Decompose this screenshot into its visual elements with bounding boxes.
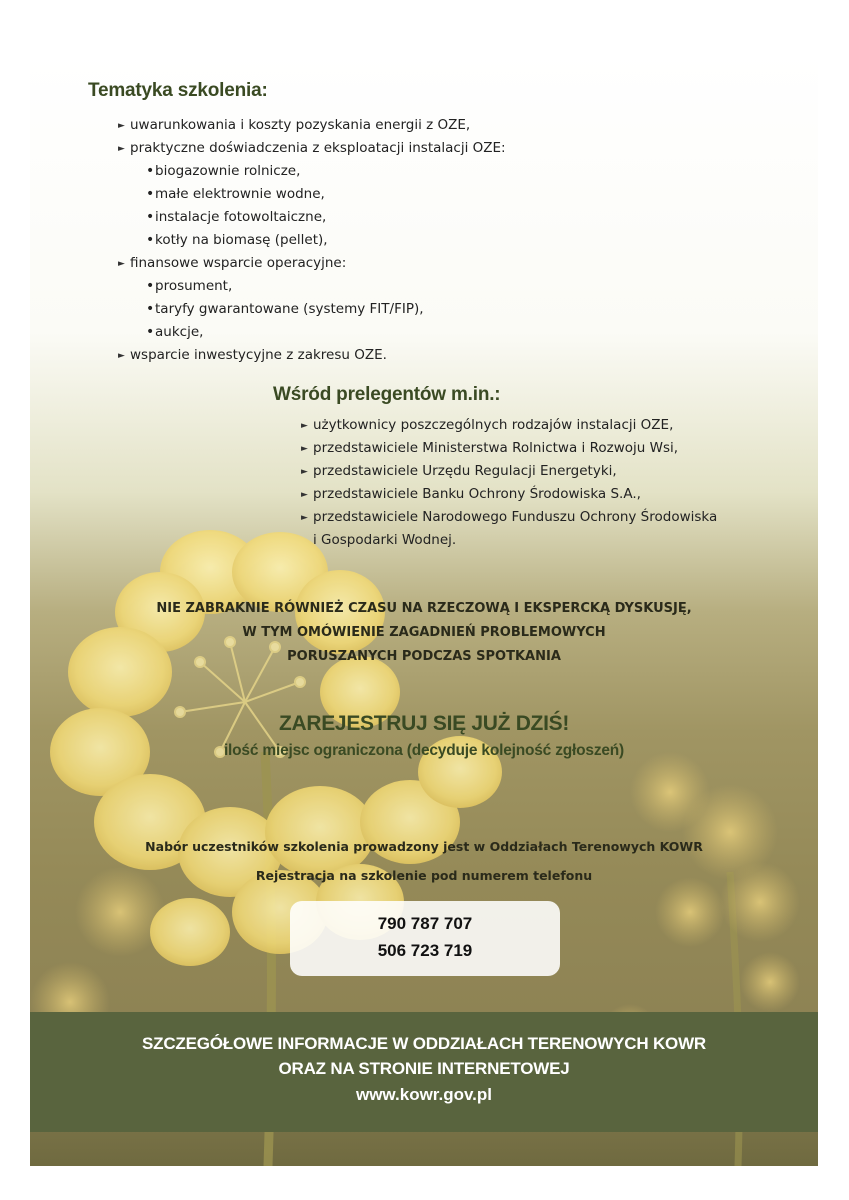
list-item-text: przedstawiciele Urzędu Regulacji Energetyki, [313, 463, 617, 479]
dot-bullet-icon: • [146, 232, 155, 248]
list-item-text: kotły na biomasę (pellet), [155, 232, 328, 248]
phone-number[interactable]: 506 723 719 [377, 941, 473, 960]
recruitment-line: Nabór uczestników szkolenia prowadzony jest w Oddziałach Terenowych KOWR [145, 839, 703, 854]
topics-list [118, 114, 506, 367]
list-item [118, 275, 506, 298]
register-headline: ZAREJESTRUJ SIĘ JUŻ DZIŚ! [278, 712, 570, 735]
dot-bullet-icon: • [146, 209, 155, 225]
triangle-bullet-icon: ► [301, 467, 308, 477]
list-item [118, 160, 506, 183]
dot-bullet-icon: • [146, 324, 155, 340]
list-item [118, 344, 506, 367]
list-item [301, 529, 717, 552]
discussion-line: NIE ZABRAKNIE RÓWNIEŻ CZASU NA RZECZOWĄ I EKSPERCKĄ DYSKUSJĘ, [156, 601, 692, 616]
discussion-notice [30, 597, 818, 669]
list-item-text: przedstawiciele Ministerstwa Rolnictwa i Rozwoju Wsi, [313, 440, 679, 456]
list-item [301, 460, 717, 483]
discussion-line: PORUSZANYCH PODCZAS SPOTKANIA [287, 649, 561, 664]
triangle-bullet-icon: ► [118, 351, 125, 361]
list-item-text: przedstawiciele Narodowego Funduszu Ochrony Środowiska [313, 509, 718, 525]
list-item-text: instalacje fotowoltaiczne, [155, 209, 327, 225]
website-link[interactable]: www.kowr.gov.pl [355, 1085, 493, 1104]
list-item [301, 483, 717, 506]
triangle-bullet-icon: ► [118, 121, 125, 131]
triangle-bullet-icon: ► [301, 444, 308, 454]
list-item [301, 506, 717, 529]
list-item [118, 252, 506, 275]
speakers-list [301, 414, 717, 552]
triangle-bullet-icon: ► [301, 421, 308, 431]
dot-bullet-icon: • [146, 301, 155, 317]
triangle-bullet-icon: ► [301, 513, 308, 523]
list-item-text: przedstawiciele Banku Ochrony Środowiska S.A., [313, 486, 641, 502]
poster [30, 52, 818, 1166]
list-item [118, 183, 506, 206]
registration-phone-label: Rejestracja na szkolenie pod numerem telefonu [255, 868, 593, 883]
list-item [118, 321, 506, 344]
dot-bullet-icon: • [146, 186, 155, 202]
triangle-bullet-icon: ► [118, 144, 125, 154]
list-item [118, 137, 506, 160]
triangle-bullet-icon: ► [301, 490, 308, 500]
list-item-text: małe elektrownie wodne, [155, 186, 325, 202]
list-item [301, 414, 717, 437]
footer-line: SZCZEGÓŁOWE INFORMACJE W ODDZIAŁACH TERENOWYCH KOWR [142, 1034, 706, 1053]
dot-bullet-icon: • [146, 163, 155, 179]
list-item [118, 229, 506, 252]
list-item-text: praktyczne doświadczenia z eksploatacji instalacji OZE: [130, 140, 506, 156]
list-item-text: prosument, [155, 278, 233, 294]
discussion-line: W TYM OMÓWIENIE ZAGADNIEŃ PROBLEMOWYCH [242, 625, 606, 640]
list-item-text: taryfy gwarantowane (systemy FIT/FIP), [155, 301, 424, 317]
list-item [118, 114, 506, 137]
dot-bullet-icon: • [146, 278, 155, 294]
phone-numbers-box [290, 901, 560, 976]
list-item-text: użytkownicy poszczególnych rodzajów instalacji OZE, [313, 417, 674, 433]
limited-seats-note: ilość miejsc ograniczona (decyduje kolejność zgłoszeń) [223, 742, 625, 759]
footer-band [30, 1012, 818, 1132]
recruitment-info [30, 832, 818, 890]
list-item-text: i Gospodarki Wodnej. [313, 532, 457, 548]
triangle-bullet-icon: ► [118, 259, 125, 269]
phone-number[interactable]: 790 787 707 [377, 914, 473, 933]
topics-heading: Tematyka szkolenia: [88, 80, 268, 101]
list-item-text: biogazownie rolnicze, [155, 163, 301, 179]
list-item-text: wsparcie inwestycyjne z zakresu OZE. [130, 347, 387, 363]
footer-line: ORAZ NA STRONIE INTERNETOWEJ [278, 1059, 570, 1078]
list-item-text: uwarunkowania i koszty pozyskania energii z OZE, [130, 117, 471, 133]
list-item [301, 437, 717, 460]
list-item-text: aukcje, [155, 324, 204, 340]
speakers-heading: Wśród prelegentów m.in.: [273, 384, 501, 405]
list-item-text: finansowe wsparcie operacyjne: [130, 255, 347, 271]
list-item [118, 298, 506, 321]
list-item [118, 206, 506, 229]
